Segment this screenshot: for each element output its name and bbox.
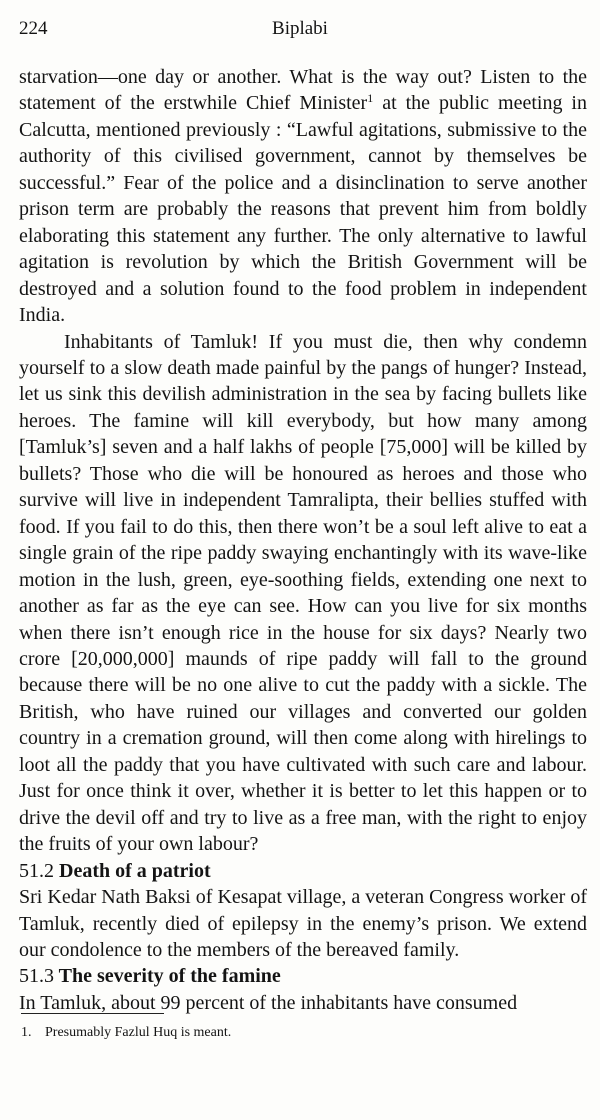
page-header — [19, 18, 581, 44]
footnote-number: 1. — [21, 1025, 32, 1040]
section-text-51-2: Sri Kedar Nath Baksi of Kesapat village, a veteran Congress worker of Tamluk, recently died of epilepsy in the enemy’s prison. We extend our condolence to the members of the bereaved family. — [19, 886, 587, 961]
running-title: Biplabi — [272, 18, 328, 39]
paragraph-1-text-a: starvation—one day or another. What is the way out? Listen to the statement of the erstwhile Chief Minister — [19, 66, 587, 115]
section-heading-51-3 — [19, 963, 587, 989]
paragraph-2: Inhabitants of Tamluk! If you must die, then why condemn yourself to a slow death made painful by the pangs of hunger? Instead, let us sink this devilish administration in the sea by facing bullets like heroes. The famine will kill everybody, but how many among [Tamluk’s] seven and a half lakhs of people [75,000] will be killed by bullets? Those who die will be honoured as heroes and those who survive will live in independent Tamralipta, their bellies stuffed with food. If you fail to do this, then there won’t be a soul left alive to eat a single grain of the ripe paddy swaying enchantingly with its wave-like motion in the lush, green, eye-soothing fields, extending one next to another as far as the eye can see. How can you live for six months when there isn’t enough rice in the house for six days? Nearly two crore [20,000,000] maunds of ripe paddy will fall to the ground because there will be no one alive to cut the paddy with a sickle. The British, who have ruined our villages and converted our golden country in a cremation ground, will then come along with hirelings to loot all the paddy that you have cultivated with such care and labour. Just for once think it over, whether it is better to let this happen or to drive the devil off and try to live as a free man, with the right to enjoy the fruits of your own labour? — [19, 330, 587, 856]
body-text — [19, 64, 587, 1016]
footnote-marker: 1 — [367, 91, 374, 106]
section-text-51-3: In Tamluk, about 99 percent of the inhabitants have consumed — [19, 991, 518, 1014]
section-number-51-3: 51.3 — [19, 965, 54, 988]
paragraph-1 — [19, 64, 587, 329]
footnote-text: Presumably Fazlul Huq is meant. — [45, 1025, 232, 1040]
section-heading-51-2 — [19, 858, 587, 884]
section-number-51-2: 51.2 — [19, 859, 54, 882]
footnote-divider — [21, 1013, 164, 1014]
footnote — [21, 1024, 231, 1042]
page-number: 224 — [19, 18, 48, 39]
section-title-51-3: The severity of the famine — [58, 965, 281, 988]
paragraph-1-text-b: at the public meeting in Calcutta, mentioned previously : “Lawful agitations, submissive to the authority of this civilised government, cannot by themselves be successful.” Fear of the police and a disinclination to serve another prison term are probably the reasons that prevent him from boldly elaborating this statement any further. The only alternative to lawful agitation is revolution by which the British Government will be destroyed and a solution found to the food problem in independent India. — [19, 92, 587, 327]
section-title-51-2: Death of a patriot — [59, 859, 211, 882]
